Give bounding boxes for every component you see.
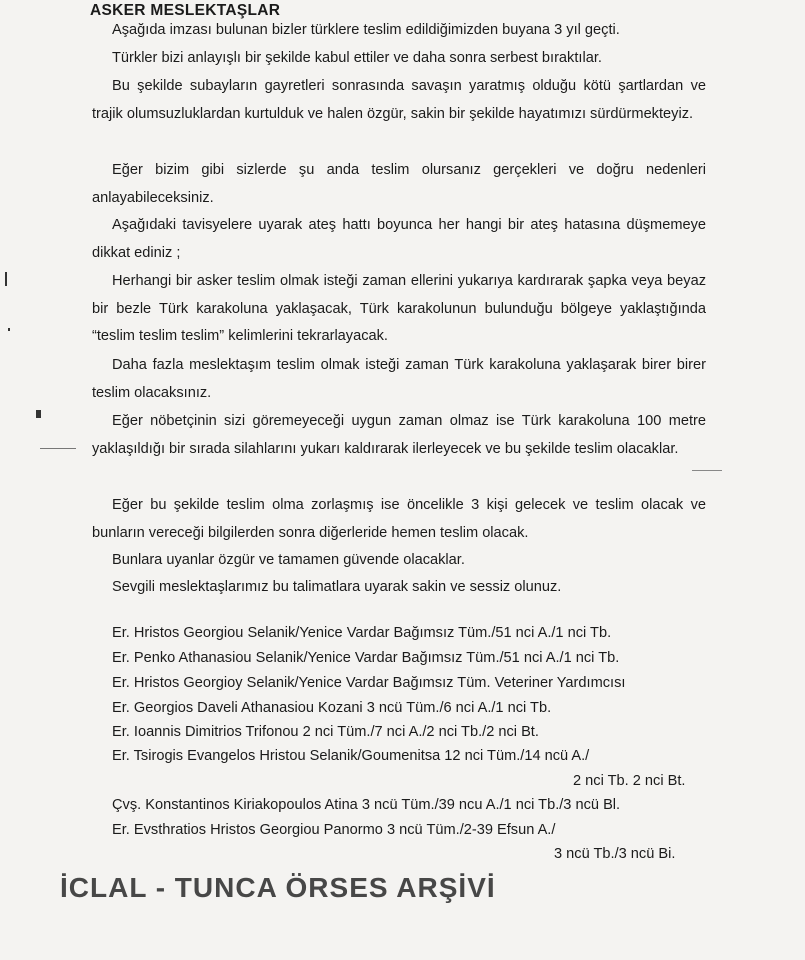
paragraph-8: Eğer nöbetçinin sizi göremeyeceği uygun zaman olmaz ise Türk karakoluna 100 metre yaklaşıldığı bir sırada silahlarını yukarı kaldırarak ilerleyecek ve bu şekilde teslim olacaklar. (92, 413, 706, 457)
signatory-8: Er. Evsthratios Hristos Georgiou Panormo 3 ncü Tüm./2-39 Efsun A./ (112, 822, 556, 838)
document-heading: ASKER MESLEKTAŞLAR (90, 2, 281, 19)
scan-speck (36, 410, 41, 418)
closing-line-1: Bunlara uyanlar özgür ve tamamen güvende olacaklar. (112, 552, 465, 568)
scan-speck (40, 448, 76, 449)
signatory-3: Er. Hristos Georgioy Selanik/Yenice Vardar Bağımsız Tüm. Veteriner Yardımcısı (112, 675, 626, 691)
signatory-8-continued: 3 ncü Tb./3 ncü Bi. (554, 846, 676, 862)
scan-speck (5, 272, 7, 286)
scan-speck (8, 328, 10, 331)
archive-watermark: İCLAL - TUNCA ÖRSES ARŞİVİ (60, 872, 496, 903)
scan-speck (692, 470, 722, 471)
signatory-2: Er. Penko Athanasiou Selanik/Yenice Vardar Bağımsız Tüm./51 nci A./1 nci Tb. (112, 650, 620, 666)
paragraph-5: Aşağıdaki tavisyelere uyarak ateş hattı boyunca her hangi bir ateş hatasına düşmemeye dikkat ediniz ; (92, 217, 706, 261)
paragraph-9: Eğer bu şekilde teslim olma zorlaşmış ise öncelikle 3 kişi gelecek ve teslim olacak ve bunların vereceği bilgilerden sonra diğerleride hemen teslim olacak. (92, 497, 706, 541)
paragraph-4: Eğer bizim gibi sizlerde şu anda teslim olursanız gerçekleri ve doğru nedenleri anlayabileceksiniz. (92, 162, 706, 206)
paragraph-3: Bu şekilde subayların gayretleri sonrasında savaşın yaratmış olduğu kötü şartlardan ve trajik olumsuzluklardan kurtulduk ve halen özgür, sakin bir şekilde hayatımızı sürdürmekteyiz. (92, 78, 706, 122)
signatory-6: Er. Tsirogis Evangelos Hristou Selanik/Goumenitsa 12 nci Tüm./14 ncü A./ (112, 748, 590, 764)
paragraph-2: Türkler bizi anlayışlı bir şekilde kabul ettiler ve daha sonra serbest bıraktılar. (112, 50, 602, 66)
paragraph-6: Herhangi bir asker teslim olmak isteği zaman ellerini yukarıya kardırarak şapka veya beyaz bir bezle Türk karakoluna yaklaşacak, Türk karakolunun bulunduğu bölgeye yaklaştığında “teslim teslim teslim” kelimlerini tekrarlayacak. (92, 273, 706, 344)
signatory-4: Er. Georgios Daveli Athanasiou Kozani 3 ncü Tüm./6 nci A./1 nci Tb. (112, 700, 552, 716)
signatory-1: Er. Hristos Georgiou Selanik/Yenice Vardar Bağımsız Tüm./51 nci A./1 nci Tb. (112, 625, 612, 641)
signatory-7: Çvş. Konstantinos Kiriakopoulos Atina 3 ncü Tüm./39 ncu A./1 nci Tb./3 ncü Bl. (112, 797, 621, 813)
paragraph-1: Aşağıda imzası bulunan bizler türklere teslim edildiğimizden buyana 3 yıl geçti. (112, 22, 620, 38)
signatory-6-continued: 2 nci Tb. 2 nci Bt. (573, 773, 686, 789)
closing-line-2: Sevgili meslektaşlarımız bu talimatlara uyarak sakin ve sessiz olunuz. (112, 579, 562, 595)
paragraph-7: Daha fazla meslektaşım teslim olmak isteği zaman Türk karakoluna yaklaşarak birer birer teslim olacaksınız. (92, 357, 706, 401)
signatory-5: Er. Ioannis Dimitrios Trifonou 2 nci Tüm./7 nci A./2 nci Tb./2 nci Bt. (112, 724, 539, 740)
